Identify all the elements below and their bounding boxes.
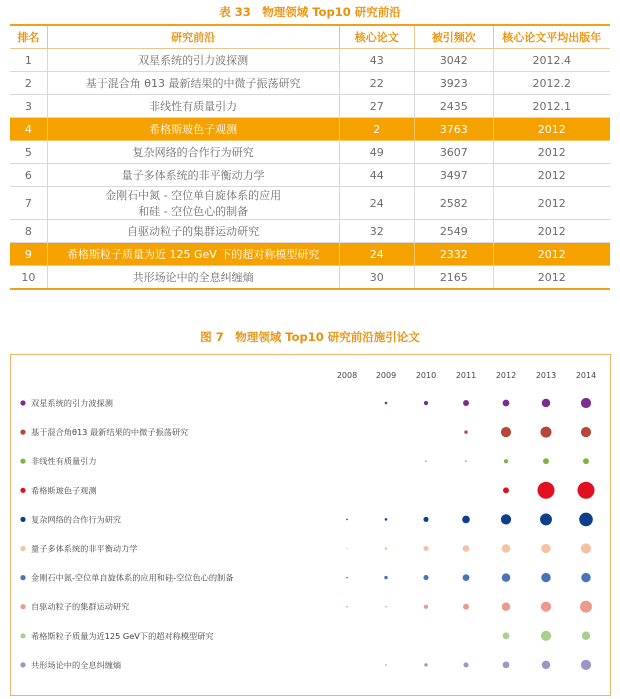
bubble-point [424,401,428,405]
year-tick-label: 2012 [495,371,517,380]
series-label: 双星系统的引力波探测 [31,398,113,408]
figure-caption: 图 7 物理领域 Top10 研究前沿施引论文 [200,330,420,344]
bubble-point [463,400,469,406]
cell-year: 2012 [493,243,610,266]
cell-topic: 自驱动粒子的集群运动研究 [47,220,339,243]
bubble-point [462,516,470,524]
cell-year: 2012 [493,187,610,220]
bubble-point [542,661,551,670]
bubble-point [501,427,511,437]
cell-core: 24 [339,243,414,266]
year-tick-label: 2011 [455,371,477,380]
bubble-point [385,402,388,405]
series-label: 复杂网络的合作行为研究 [31,514,122,525]
cell-cites: 2582 [415,187,494,220]
legend-marker [20,662,25,667]
legend-marker [20,430,25,435]
bubble-point [503,487,509,493]
cell-year: 2012 [493,164,610,187]
cell-year: 2012.2 [493,72,610,95]
cell-cites: 2332 [415,243,494,266]
series-label: 非线性有质量引力 [31,456,97,467]
series-label: 量子多体系统的非平衡动力学 [31,543,138,554]
cell-topic: 希格斯粒子质量为近 125 GeV 下的超对称模型研究 [47,243,339,266]
legend-marker [20,575,25,580]
cell-cites: 2165 [415,266,494,290]
series-label: 自驱动粒子的集群运动研究 [31,601,130,612]
bubble-point [504,459,508,463]
legend-marker [20,546,25,551]
cell-core: 27 [339,95,414,118]
cell-rank: 3 [10,95,47,118]
bubble-point [541,602,551,612]
bubble-point [346,606,348,608]
legend-marker [20,400,25,405]
year-tick-label: 2008 [336,371,358,380]
cell-rank: 2 [10,72,47,95]
cell-rank: 10 [10,266,47,290]
bubble-point [540,427,551,438]
cell-topic: 共形场论中的全息纠缠熵 [47,266,339,290]
bubble-point [578,482,595,499]
cell-cites: 3607 [415,141,494,164]
bubble-point [503,632,510,639]
cell-year: 2012 [493,118,610,141]
cell-cites: 2549 [415,220,494,243]
bubble-point [581,543,591,553]
cell-core: 49 [339,141,414,164]
bubble-point [503,400,510,407]
cell-rank: 5 [10,141,47,164]
bubble-point [581,427,591,437]
bubble-point [583,458,589,464]
legend-marker [20,604,25,609]
cell-rank: 1 [10,49,47,72]
bubble-point [465,460,467,462]
bubble-point [346,548,348,550]
cell-topic: 复杂网络的合作行为研究 [47,141,339,164]
bubble-point [502,602,511,611]
bubble-point [463,545,470,552]
series-label: 希格斯粒子质量为近125 GeV下的超对称模型研究 [31,630,214,641]
bubble-point [385,606,387,608]
bubble-point [384,576,387,579]
bubble-point [581,573,590,582]
bubble-point [541,573,550,582]
cell-rank: 4 [10,118,47,141]
cell-rank: 6 [10,164,47,187]
cell-year: 2012 [493,266,610,290]
cell-topic: 双星系统的引力波探测 [47,49,339,72]
bubble-point [581,660,591,670]
header-mean-year: 核心论文平均出版年 [493,25,610,49]
cell-cites: 2435 [415,95,494,118]
bubble-point [423,517,428,522]
bubble-point [463,574,470,581]
cell-core: 44 [339,164,414,187]
cell-topic: 非线性有质量引力 [47,95,339,118]
bubble-point [385,547,388,550]
cell-year: 2012.4 [493,49,610,72]
series-label: 共形场论中的全息纠缠熵 [31,659,122,670]
cell-cites: 3763 [415,118,494,141]
cell-topic: 希格斯玻色子观测 [47,118,339,141]
cell-topic: 量子多体系统的非平衡动力学 [47,164,339,187]
header-citations: 被引频次 [415,25,494,49]
header-core-papers: 核心论文 [339,25,414,49]
cell-cites: 3042 [415,49,494,72]
year-tick-label: 2009 [375,371,397,380]
bubble-point [423,546,428,551]
cell-core: 43 [339,49,414,72]
bubble-point [501,514,511,524]
bubble-point [424,605,428,609]
bubble-point [502,573,511,582]
series-label: 基于混合角θ13 最新结果的中微子振荡研究 [31,427,189,438]
bubble-point [503,662,510,669]
table-caption: 表 33 物理领域 Top10 研究前沿 [219,5,401,19]
cell-core: 24 [339,187,414,220]
cell-rank: 9 [10,243,47,266]
cell-cites: 3497 [415,164,494,187]
bubble-point [502,544,511,553]
cell-year: 2012.1 [493,95,610,118]
bubble-point [542,399,551,408]
bubble-point [385,664,387,666]
legend-marker [20,488,25,493]
cell-topic-line1: 金刚石中氮 - 空位单自旋体系的应用 [105,189,282,202]
bubble-point [463,604,469,610]
bubble-point [425,460,427,462]
bubble-point [540,513,552,525]
legend-marker [20,517,25,522]
bubble-point [579,513,593,527]
cell-core: 30 [339,266,414,290]
cell-core: 32 [339,220,414,243]
cell-topic: 基于混合角 θ13 最新结果的中微子振荡研究 [47,72,339,95]
bubble-point [538,482,555,499]
legend-marker [20,633,25,638]
series-label: 希格斯玻色子观测 [31,485,97,496]
bubble-point [424,663,427,666]
cell-rank: 8 [10,220,47,243]
series-label: 金刚石中氮-空位单自旋体系的应用和硅-空位色心的制备 [31,572,234,583]
bubble-point [423,575,428,580]
bubble-point [346,519,348,521]
bubble-point [385,518,388,521]
cell-cites: 3923 [415,72,494,95]
cell-year: 2012 [493,220,610,243]
bubble-point [582,632,591,641]
bubble-point [541,631,551,641]
bubble-point [463,662,468,667]
bubble-point [543,458,549,464]
header-topic: 研究前沿 [47,25,339,49]
bubble-point [581,398,591,408]
cell-core: 22 [339,72,414,95]
bubble-point [580,601,592,613]
year-tick-label: 2010 [415,371,437,380]
bubble-point [346,577,348,579]
legend-marker [20,459,25,464]
header-rank: 排名 [10,25,47,49]
cell-year: 2012 [493,141,610,164]
cell-rank: 7 [10,187,47,220]
bubble-point [464,430,467,433]
year-tick-label: 2013 [535,371,557,380]
cell-topic-line2: 和硅 - 空位色心的制备 [138,205,249,218]
bubble-point [541,544,550,553]
year-tick-label: 2014 [575,371,597,380]
cell-core: 2 [339,118,414,141]
